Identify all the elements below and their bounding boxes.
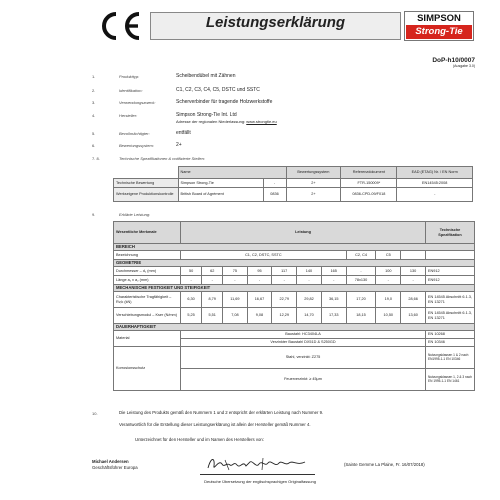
translation-note: Deutsche Übersetzung der englischsprachigen Originalfassung	[204, 479, 316, 484]
perf-cell: 17,20	[346, 292, 376, 308]
perf-cell: 19,0	[376, 292, 401, 308]
perf-cell: -	[376, 276, 401, 285]
perf-spec: EN912	[426, 267, 475, 276]
field-label: Identifikation:	[119, 88, 143, 93]
row-label: Verschiebungsmodul – Kser (N/mm)	[114, 308, 181, 324]
field-number: 5.	[92, 131, 96, 136]
perf-cell: -	[202, 276, 223, 285]
perf-header-features: Wesentliche Merkmale	[114, 222, 181, 244]
perf-cell: -	[223, 276, 247, 285]
row-label: Durchmesser – d₁ (mm)	[114, 267, 181, 276]
perf-spec: Nutzungsklassen 1, 2 & 3 nach EN 1995-1-1 EN 1461	[426, 369, 475, 391]
perf-cell: 78x130	[346, 276, 376, 285]
field-value: C1, C2, C3, C4, C5, DSTC und SSTC	[176, 87, 260, 93]
field-label: Bewertungssystem:	[119, 143, 154, 148]
perf-cell: Feuerverzinkt: ≥ 45μm	[181, 369, 426, 391]
perf-cell: -	[321, 276, 346, 285]
perf-cell: 9,08	[247, 308, 272, 324]
spec-header-norm: EAD (ETAG) Nr. / EN Norm	[397, 167, 473, 179]
perf-cell: Stahl, verzinkt: Z275	[181, 347, 426, 369]
spec-header-system: Bewertungssystem	[286, 167, 341, 179]
field-label: Verwendungszweck:	[119, 100, 156, 105]
perf-cell: -	[247, 276, 272, 285]
field-label: Erklärte Leistung:	[119, 212, 151, 217]
field-number: 6.	[92, 143, 96, 148]
field-number: 9.	[92, 212, 96, 217]
row-label: Korrosionsschutz	[114, 347, 181, 391]
perf-header-spec: Technische Spezifikation	[426, 222, 475, 244]
field-number: 2.	[92, 88, 96, 93]
field-value: 2+	[176, 142, 182, 148]
signer-name: Michael Andersen	[92, 459, 129, 464]
spec-cell: 2+	[286, 188, 341, 202]
perf-cell: C5	[376, 251, 401, 260]
spec-table	[113, 166, 473, 202]
spec-cell: 2+	[286, 179, 341, 188]
perf-cell: 11,69	[223, 292, 247, 308]
perf-spec: EN912	[426, 276, 475, 285]
perf-spec: Nutzungsklassen 1 & 2 nach EN1995-1-1 EN 10346	[426, 347, 475, 369]
perf-cell: 10,50	[376, 308, 401, 324]
perf-cell: C2, C4	[346, 251, 376, 260]
declaration-line-2: Verantwortlich für die Erstellung dieser Leistungserklärung ist allein der Hersteller gemäß Nummer 4.	[119, 422, 311, 427]
section-geometrie: GEOMETRIE	[114, 260, 475, 267]
manufacturer-address-line	[176, 119, 277, 124]
perf-spec: EN 10268	[426, 331, 475, 339]
field-number: 7. 8.	[92, 156, 100, 161]
perf-cell: Baustahl: HC3404LA	[181, 331, 426, 339]
spec-cell: British Board of Agrément	[178, 188, 263, 202]
perf-cell: 95	[247, 267, 272, 276]
field-label: Hersteller:	[119, 113, 138, 118]
perf-cell: 130	[401, 267, 426, 276]
row-label: Bezeichnung	[114, 251, 181, 260]
field-label: Bevollmächtigter:	[119, 131, 150, 136]
place-date: (Sainte Gemme La Plaine, Fr. 16/07/2018)	[344, 462, 425, 467]
perf-cell: 100	[376, 267, 401, 276]
perf-cell: 12,29	[272, 308, 297, 324]
spec-cell: -	[397, 188, 473, 202]
perf-cell: 14,70	[297, 308, 322, 324]
spec-cell: 0836	[263, 188, 286, 202]
field-value: entfällt	[176, 130, 191, 136]
perf-cell: 8,79	[202, 292, 223, 308]
perf-cell: -	[272, 276, 297, 285]
perf-cell: 62	[202, 267, 223, 276]
row-label: Material	[114, 331, 181, 347]
declaration-line-1: Die Leistung des Produkts gemäß den Nummern 1 und 2 entspricht der erklärten Leistung nach Nummer 9.	[119, 410, 324, 415]
signature-image	[205, 454, 310, 474]
field-value: Scheibendübel mit Zähnen	[176, 73, 236, 79]
address-prefix: Adresse der regionalen Niederlassung:	[176, 119, 247, 124]
field-number: 4.	[92, 113, 96, 118]
spec-row-label: Technische Bewertung	[114, 179, 179, 188]
field-value: Scherverbinder für tragende Holzwerkstoffe	[176, 99, 273, 105]
perf-cell: 5,25	[181, 308, 202, 324]
perf-cell: C1, C2, DSTC, SSTC	[181, 251, 347, 260]
perf-cell: 5,51	[202, 308, 223, 324]
spec-cell: 0836-CPD-09/F018	[341, 188, 397, 202]
perf-cell: 16,67	[247, 292, 272, 308]
perf-cell: 36,15	[321, 292, 346, 308]
dop-edition: (Ausgabe 3.0)	[453, 64, 475, 68]
ce-mark-logo	[97, 9, 143, 43]
perf-spec: EN 14545 Abschnitt 6.1.3, EN 13271	[426, 292, 475, 308]
field-value: Simpson Strong-Tie Int. Ltd	[176, 112, 237, 118]
declaration-line-3: Unterzeichnet für den Hersteller und im Namen des Herstellers von:	[135, 437, 264, 442]
logo-bottom-text: Strong-Tie	[406, 25, 472, 39]
field-label: Produkttyp:	[119, 74, 140, 79]
website-link[interactable]: www.strongtie.eu	[246, 119, 277, 124]
perf-cell: 6,30	[181, 292, 202, 308]
spec-cell: -	[263, 179, 286, 188]
perf-cell: 28,66	[401, 292, 426, 308]
perf-cell: -	[346, 267, 376, 276]
perf-cell: 75	[223, 267, 247, 276]
perf-cell: 17,33	[321, 308, 346, 324]
section-festigkeit: MECHANISCHE FESTIGKEIT UND STEIFIGKEIT	[114, 285, 475, 292]
performance-table	[113, 221, 475, 391]
spec-row-label: Werkseigene Produktionskontrolle	[114, 188, 179, 202]
perf-cell: 29,82	[297, 292, 322, 308]
perf-cell: 13,60	[401, 308, 426, 324]
perf-cell: -	[181, 276, 202, 285]
section-dauer: DAUERHAFTIGKEIT	[114, 324, 475, 331]
perf-spec: EN 10346	[426, 339, 475, 347]
perf-cell: 22,79	[272, 292, 297, 308]
field-number: 10.	[92, 411, 98, 416]
perf-header-performance: Leistung	[181, 222, 426, 244]
perf-spec: EN 14545 Abschnitt 6.1.3, EN 13271	[426, 308, 475, 324]
row-label: Charakteristische Tragfähigkeit – Rv,k (kN)	[114, 292, 181, 308]
spec-cell: EN14545:2008	[397, 179, 473, 188]
spec-cell: FTR-150009*	[341, 179, 397, 188]
perf-cell: 165	[321, 267, 346, 276]
perf-cell: Verzinkter Baustahl DX51D & S250GD	[181, 339, 426, 347]
logo-top-text: SIMPSON	[417, 13, 461, 24]
document-title: Leistungserklärung	[205, 14, 346, 31]
section-bereich: BEREICH	[114, 244, 475, 251]
row-label: Länge a₁ x a₂ (mm)	[114, 276, 181, 285]
perf-cell: 140	[297, 267, 322, 276]
perf-cell: 7,08	[223, 308, 247, 324]
perf-cell: 117	[272, 267, 297, 276]
field-number: 3.	[92, 100, 96, 105]
signer-title: Geschäftsführer Europa	[92, 465, 138, 470]
perf-cell: 18,15	[346, 308, 376, 324]
dop-number: DoP-h10/0007	[432, 57, 475, 64]
perf-cell: -	[297, 276, 322, 285]
field-label: Technische Spezifikationen & notifizierte Stellen:	[119, 156, 205, 161]
field-number: 1.	[92, 74, 96, 79]
spec-header-ref: Referenzdokument	[341, 167, 397, 179]
signature-line	[200, 474, 315, 475]
perf-cell: 50	[181, 267, 202, 276]
spec-header-name: Name	[178, 167, 286, 179]
simpson-strong-tie-logo	[404, 11, 474, 41]
perf-cell: -	[401, 276, 426, 285]
spec-cell: Simpson Strong-Tie	[178, 179, 263, 188]
